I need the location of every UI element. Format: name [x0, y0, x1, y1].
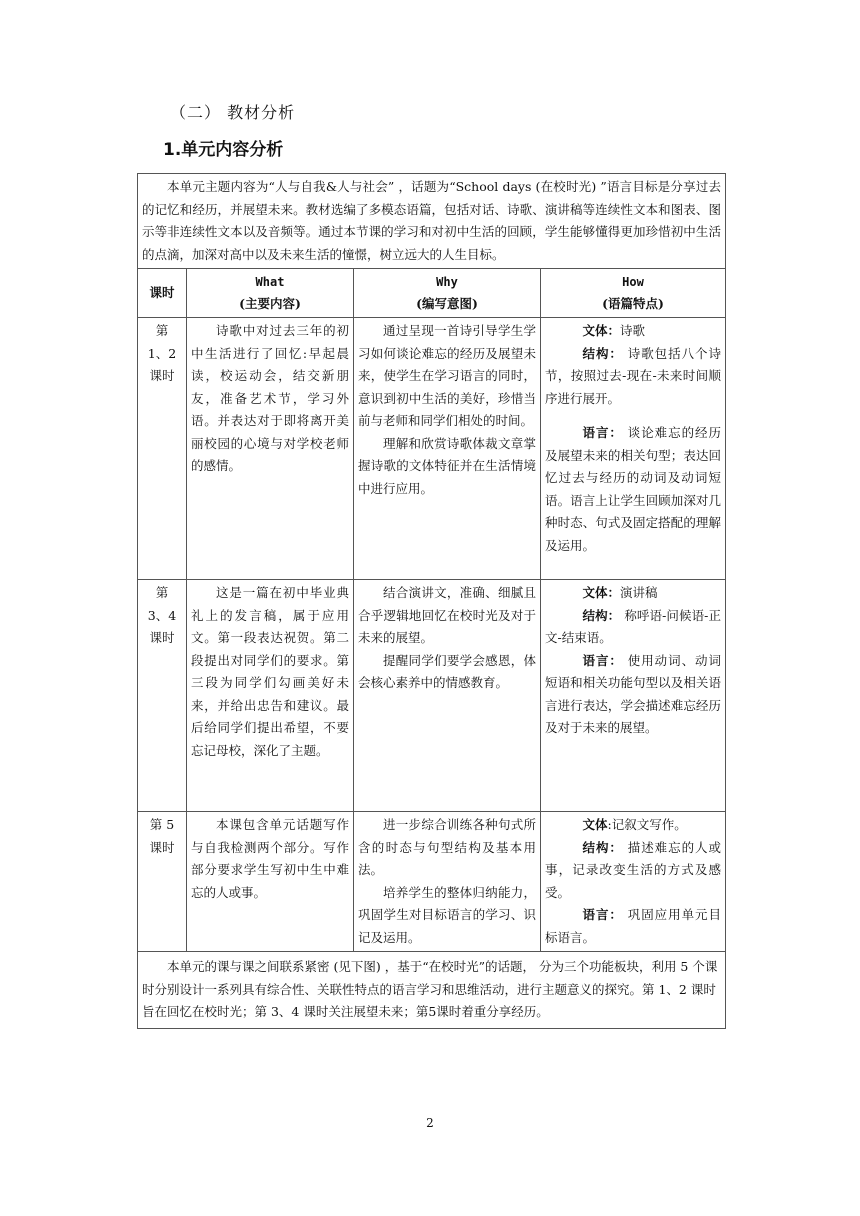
how-structure: [545, 343, 721, 411]
what-text: 这是一篇在初中毕业典礼上的发言稿，属于应用文。第一段表达祝贺。第二段提出对同学们的要求。第三段为同学们勾画美好未来，并给出忠告和建议。最后给同学们提出希望，不要忘记母校，深化了主题。: [191, 585, 349, 758]
header-why: [354, 269, 541, 318]
intro-cell: [138, 174, 726, 269]
why-text-2: 理解和欣赏诗歌体裁文章掌握诗歌的文体特征并在生活情境中进行应用。: [358, 435, 536, 496]
what-text: 本课包含单元话题写作与自我检测两个部分。写作部分要求学生写初中生中难忘的人或事。: [191, 817, 349, 900]
how-language-value: 使用动词、动词短语和相关功能句型以及相关语言进行表达，学会描述难忘经历及对于未来的展望。: [545, 652, 721, 735]
period-label-a: 第 5: [149, 817, 175, 832]
how-structure: [545, 837, 721, 905]
header-how-zh: (语篇特点): [602, 296, 664, 311]
how-structure: [545, 605, 721, 650]
unit-analysis-table: [137, 173, 726, 1029]
why-text-1: 结合演讲文，准确、细腻且合乎逻辑地回忆在校时光及对于未来的展望。: [358, 585, 536, 645]
header-what-zh: (主要内容): [239, 296, 301, 311]
how-genre: [545, 582, 721, 605]
period-label-a: 第: [155, 323, 169, 338]
page-number: 2: [426, 1116, 434, 1130]
intro-text: 本单元主题内容为“人与自我&人与社会” ，话题为“School days (在校时光) ”语言目标是分享过去的记忆和经历，并展望未来。教材选编了多模态语篇，包括对话、诗歌、演讲稿等连续性文本和图表、图示等非连续性文本以及音频等。通过本节课的学习和对初中生活的回顾，学生能够懂得更加珍惜初中生活的点滴，加深对高中以及未来生活的憧憬，树立远大的人生目标。: [142, 179, 721, 262]
how-language: [545, 422, 721, 557]
how-language: [545, 904, 721, 949]
header-period-label: 课时: [149, 285, 175, 300]
how-genre-value: 演讲稿: [620, 585, 658, 600]
how-genre-label: 文体：: [582, 585, 621, 600]
header-period: [138, 269, 187, 318]
how-structure-label: 结构：: [582, 345, 623, 361]
period-label-b: 1、2: [147, 345, 177, 361]
table-header-row: [138, 269, 726, 318]
how-genre-value: 诗歌: [620, 323, 646, 338]
why-cell: [354, 580, 541, 812]
how-genre-value: :记叙文写作。: [607, 817, 687, 832]
table-row: [138, 812, 726, 952]
what-cell: [187, 318, 354, 580]
why-cell: [354, 812, 541, 952]
how-structure-value: 诗歌包括八个诗节，按照过去-现在-未来时间顺序进行展开。: [545, 345, 721, 406]
how-language-label: 语言：: [582, 425, 623, 440]
what-cell: [187, 812, 354, 952]
header-what-en: What: [255, 275, 285, 289]
how-genre-label: 文体：: [582, 323, 621, 338]
header-how-en: How: [622, 275, 644, 289]
why-text-1: 进一步综合训练各种句式所含的时态与句型结构及基本用法。: [358, 817, 536, 877]
table-row: [138, 580, 726, 812]
period-label-a: 第: [155, 585, 169, 600]
how-structure-value: 称呼语-问候语-正文-结束语。: [545, 607, 721, 645]
how-cell: [541, 580, 726, 812]
how-language: [545, 650, 721, 740]
summary-cell: [138, 952, 726, 1029]
summary-text: 本单元的课与课之间联系紧密 (见下图) ，基于“在校时光”的话题， 分为三个功能板块，利用 5 个课时分别设计一系列具有综合性、关联性特点的语言学习和思维活动，进行主题意义的探究。第 1、2 课时旨在回忆在校时光；第 3、4 课时关注展望未来；第5课时着重分享经历。: [142, 959, 718, 1019]
how-cell: [541, 812, 726, 952]
how-structure-label: 结构：: [582, 607, 621, 623]
how-structure-label: 结构：: [582, 839, 623, 855]
period-label-c: 课时: [149, 368, 175, 383]
how-language-label: 语言：: [582, 907, 623, 922]
subsection-heading: 1.单元内容分析: [163, 140, 284, 160]
how-language-value: 巩固应用单元目标语言。: [545, 907, 721, 945]
header-why-en: Why: [436, 275, 458, 289]
how-genre: [545, 320, 721, 343]
period-label-b: 3、4: [147, 607, 177, 623]
what-text: 诗歌中对过去三年的初中生活进行了回忆:早起晨读，校运动会，结交新朋友，准备艺术节，学习外语。并表达对于即将离开美丽校园的心境与对学校老师的感情。: [191, 323, 349, 473]
why-text-2: 培养学生的整体归纳能力，巩固学生对目标语言的学习、识记及运用。: [358, 884, 536, 945]
why-text-1: 通过呈现一首诗引导学生学习如何谈论难忘的经历及展望未来，使学生在学习语言的同时，意识到初中生活的美好，珍惜当前与老师和同学们相处的时间。: [358, 323, 536, 428]
period-label-c: 课时: [149, 630, 175, 645]
how-language-value: 谈论难忘的经历及展望未来的相关句型；表达回忆过去与经历的动词及动词短语。语言上让学生回顾加深对几种时态、句式及固定搭配的理解及运用。: [545, 425, 721, 553]
why-cell: [354, 318, 541, 580]
header-what: [187, 269, 354, 318]
header-how: [541, 269, 726, 318]
how-cell: [541, 318, 726, 580]
table-row: [138, 318, 726, 580]
what-cell: [187, 580, 354, 812]
period-cell: [138, 812, 187, 952]
period-cell: [138, 318, 187, 580]
how-language-label: 语言：: [582, 652, 623, 668]
period-cell: [138, 580, 187, 812]
period-label-c: 课时: [149, 839, 175, 855]
how-structure-value: 描述难忘的人或事，记录改变生活的方式及感受。: [545, 839, 721, 900]
why-text-2: 提醒同学们要学会感恩，体会核心素养中的情感教育。: [358, 652, 536, 690]
section-heading: （二） 教材分析: [170, 103, 296, 122]
how-genre-label: 文体: [582, 817, 608, 832]
how-genre: [545, 814, 721, 837]
header-why-zh: (编写意图): [416, 296, 478, 311]
